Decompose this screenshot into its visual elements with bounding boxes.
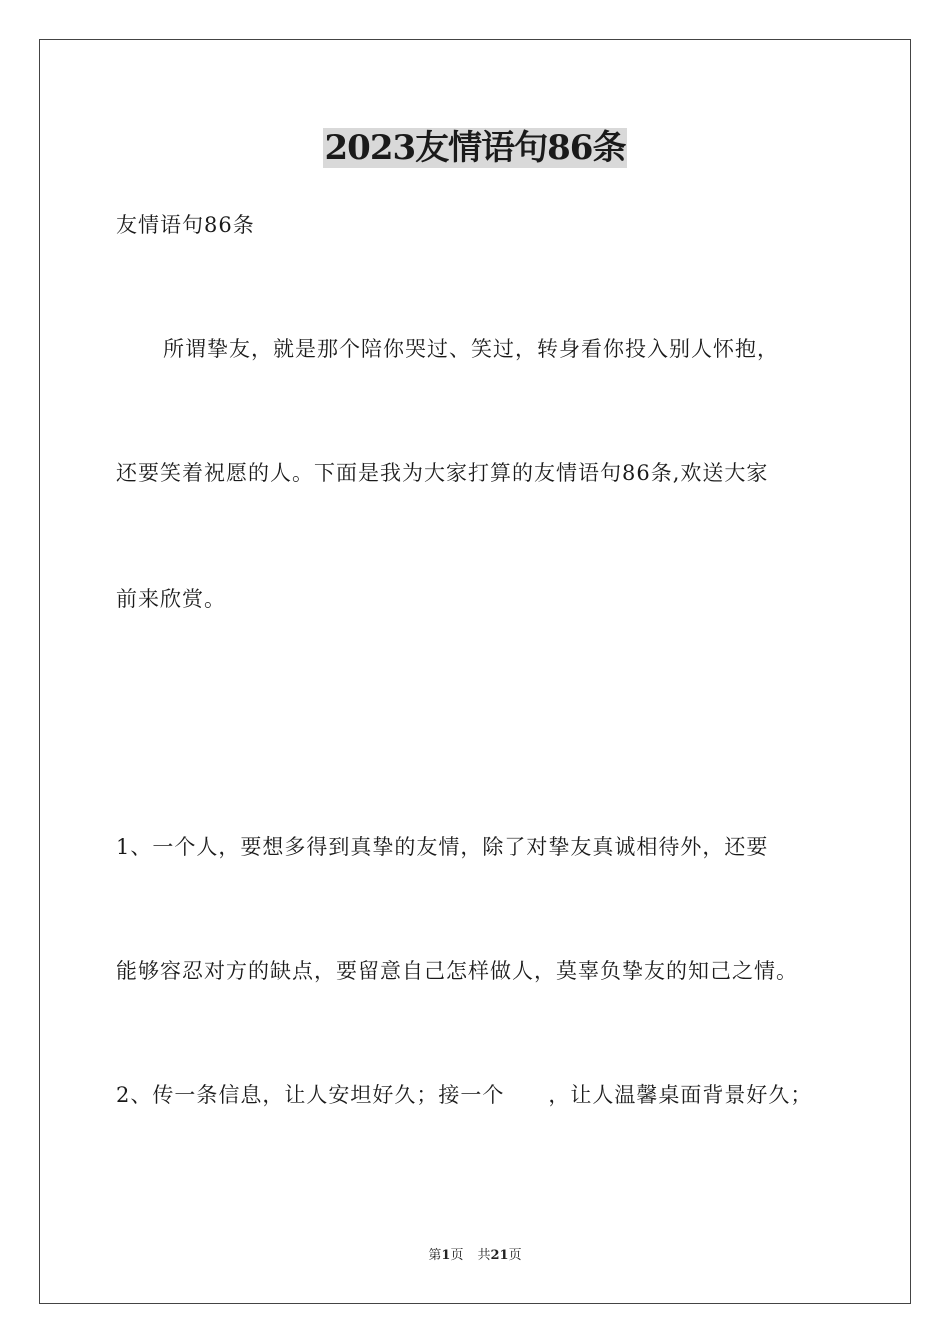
- page-prefix: 第: [428, 1248, 442, 1263]
- paragraph-line-4: 1、一个人，要想多得到真挚的友情，除了对挚友真诚相待外，还要: [116, 835, 769, 859]
- document-title-text: 2023友情语句86条: [324, 128, 626, 168]
- total-pages: 21: [490, 1248, 509, 1263]
- page-footer: [0, 1247, 950, 1265]
- document-subtitle: 友情语句86条: [116, 213, 255, 237]
- paragraph-line-3: 前来欣赏。: [116, 587, 226, 611]
- total-suffix: 页: [508, 1248, 522, 1263]
- paragraph-line-5: 能够容忍对方的缺点，要留意自己怎样做人，莫辜负挚友的知己之情。: [116, 959, 798, 983]
- document-title: [0, 128, 950, 168]
- page-number: 1: [441, 1248, 451, 1263]
- page-suffix: 页: [450, 1248, 464, 1263]
- paragraph-line-1: 所谓挚友，就是那个陪你哭过、笑过，转身看你投入别人怀抱，: [163, 337, 779, 361]
- paragraph-line-6: 2、传一条信息，让人安坦好久；接一个 ，让人温馨桌面背景好久；: [116, 1083, 813, 1107]
- total-prefix: 共: [477, 1248, 491, 1263]
- paragraph-line-2: 还要笑着祝愿的人。下面是我为大家打算的友情语句86条,欢送大家: [116, 461, 769, 485]
